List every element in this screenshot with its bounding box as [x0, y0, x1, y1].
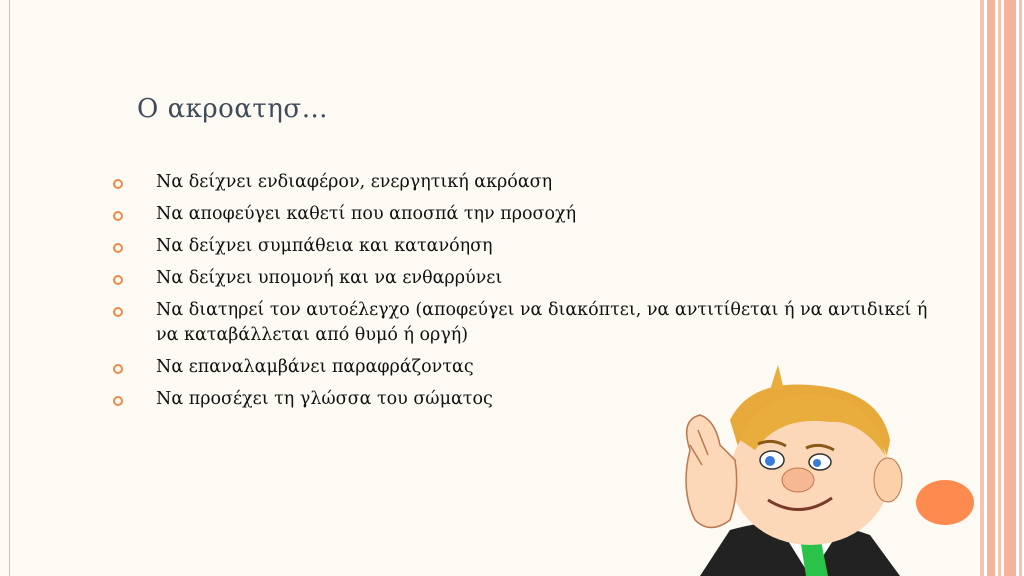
bullet-text: Να επαναλαμβάνει παραφράζοντας — [156, 357, 474, 377]
right-stripes — [978, 0, 1024, 576]
bullet-text: Να αποφεύγει καθετί που αποσπά την προσοχή — [156, 204, 577, 224]
bullet-item — [110, 266, 930, 291]
bullet-text: Να δείχνει ενδιαφέρον, ενεργητική ακρόαση — [156, 172, 553, 192]
bullet-text: Να δείχνει συμπάθεια και κατανόηση — [156, 236, 493, 256]
bullet-text: Να δείχνει υπομονή και να ενθαρρύνει — [156, 268, 503, 288]
bullet-item — [110, 170, 930, 195]
slide-title: Ο ακροατησ… — [137, 94, 329, 124]
bullet-text: Να προσέχει τη γλώσσα του σώματος — [156, 389, 493, 409]
left-border-line — [9, 0, 10, 576]
bullet-item — [110, 234, 930, 259]
listening-man-cartoon-icon — [660, 360, 950, 576]
bullet-item — [110, 298, 930, 348]
bullet-icon — [113, 307, 123, 317]
orange-dot-decoration — [916, 480, 974, 525]
bullet-item — [110, 202, 930, 227]
bullet-icon — [113, 275, 123, 285]
bullet-text: Να διατηρεί τον αυτοέλεγχο (αποφεύγει να διακόπτει, να αντιτίθεται ή να αντιδικεί ή να καταβάλλεται από θυμό ή οργή) — [156, 300, 928, 345]
bullet-icon — [113, 364, 123, 374]
bullet-icon — [113, 179, 123, 189]
bullet-icon — [113, 396, 123, 406]
bullet-icon — [113, 211, 123, 221]
bullet-icon — [113, 243, 123, 253]
